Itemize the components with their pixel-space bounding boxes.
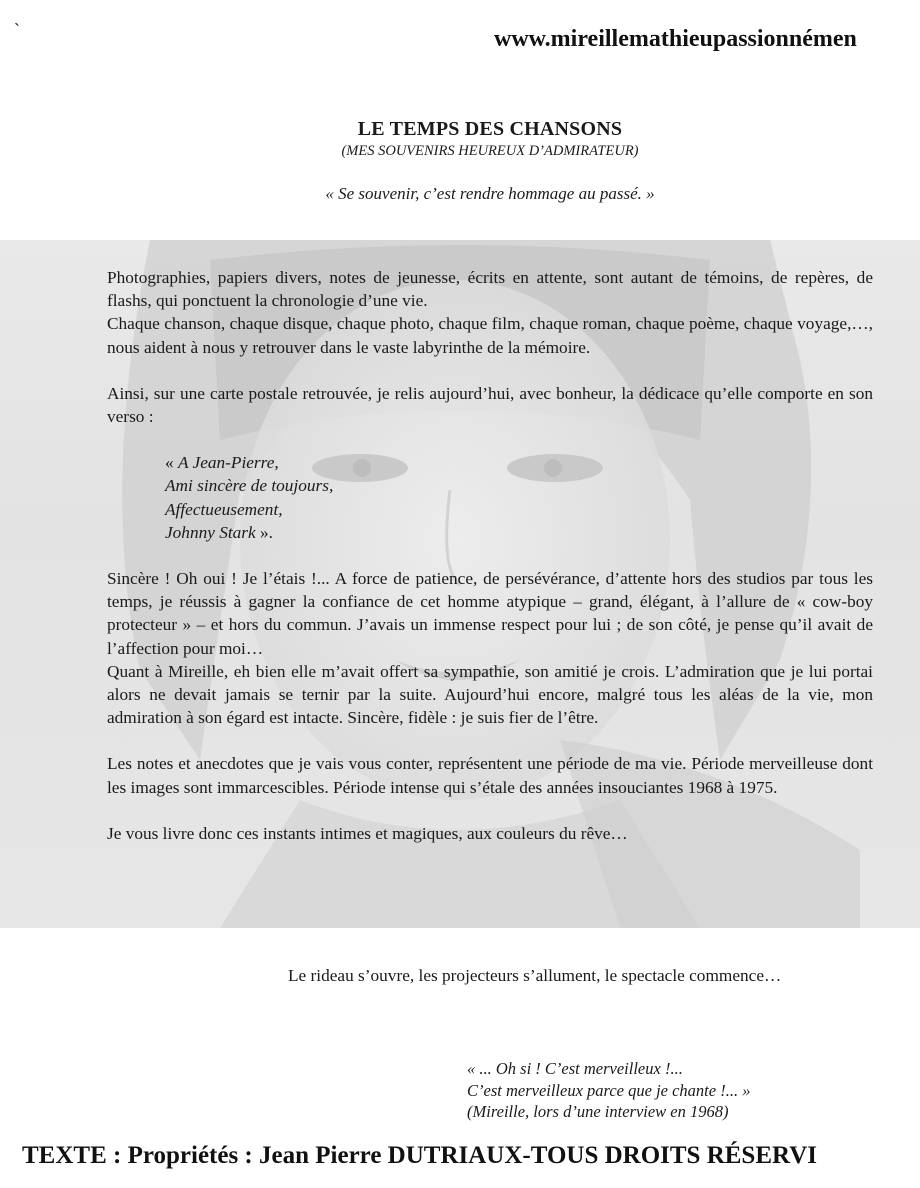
paragraph: Photographies, papiers divers, notes de jeunesse, écrits en attente, sont autant de témoins, de repères, de flashs, qui ponctuent la chronologie d’une vie. — [107, 268, 873, 311]
page-subtitle: (MES SOUVENIRS HEUREUX D’ADMIRATEUR) — [341, 143, 639, 159]
paragraph: Ainsi, sur une carte postale retrouvée, je relis aujourd’hui, avec bonheur, la dédicace qu’elle comporte en son verso : — [107, 383, 873, 427]
quote-line: « ... Oh si ! C’est merveilleux !... — [467, 1059, 683, 1078]
paragraph: Je vous livre donc ces instants intimes et magiques, aux couleurs du rêve… — [107, 823, 628, 843]
closing-quote — [467, 1058, 750, 1123]
page-title: LE TEMPS DES CHANSONS — [357, 118, 623, 140]
body-text — [107, 266, 873, 845]
dedication-open-quote: « — [165, 453, 178, 473]
dedication — [165, 451, 873, 544]
dedication-close-quote: ». — [255, 522, 273, 542]
paragraph: Quant à Mireille, eh bien elle m’avait offert sa sympathie, son amitié je crois. L’admiration que je lui portai alors ne devait jamais se ternir par la suite. Aujourd’hui encore, malgré tous les aléas de la vie, mon admiration à son égard est intacte. Sincère, fidèle : je suis fier de l’être. — [107, 661, 873, 728]
quote-line: C’est merveilleux parce que je chante !... » — [467, 1080, 751, 1100]
copyright-notice: TEXTE : Propriétés : Jean Pierre DUTRIAUX-TOUS DROITS RÉSERVI — [22, 1142, 817, 1169]
site-url: www.mireillemathieupassionnémen — [494, 26, 857, 52]
quote-attribution: (Mireille, lors d’une interview en 1968) — [467, 1102, 729, 1121]
dedication-line: Affectueusement, — [165, 499, 283, 519]
dedication-line: A Jean-Pierre, — [177, 453, 279, 473]
curtain-line: Le rideau s’ouvre, les projecteurs s’allument, le spectacle commence… — [288, 966, 782, 985]
paragraph: Chaque chanson, chaque disque, chaque photo, chaque film, chaque roman, chaque poème, chaque voyage,…, nous aident à nous y retrouver dans le vaste labyrinthe de la mémoire. — [107, 314, 873, 357]
dedication-line: Ami sincère de toujours, — [165, 476, 334, 496]
dedication-signature: Johnny Stark — [165, 522, 256, 542]
stray-mark: ` — [14, 20, 20, 40]
epigraph: « Se souvenir, c’est rendre hommage au passé. » — [325, 184, 655, 203]
paragraph: Sincère ! Oh oui ! Je l’étais !... A force de patience, de persévérance, d’attente hors des studios par tous les temps, je réussis à gagner la confiance de cet homme atypique – grand, élégant, à l’allure de « cow-boy protecteur » – et hors du commun. J’avais un immense respect pour lui ; de son côté, je pense qu’il avait de l’affection pour moi… — [107, 569, 873, 658]
title-block — [0, 118, 920, 160]
paragraph: Les notes et anecdotes que je vais vous conter, représentent une période de ma vie. Période merveilleuse dont les images sont immarcescibles. Période intense qui s’étale des années insouciantes 1968 à 1975. — [107, 754, 873, 797]
